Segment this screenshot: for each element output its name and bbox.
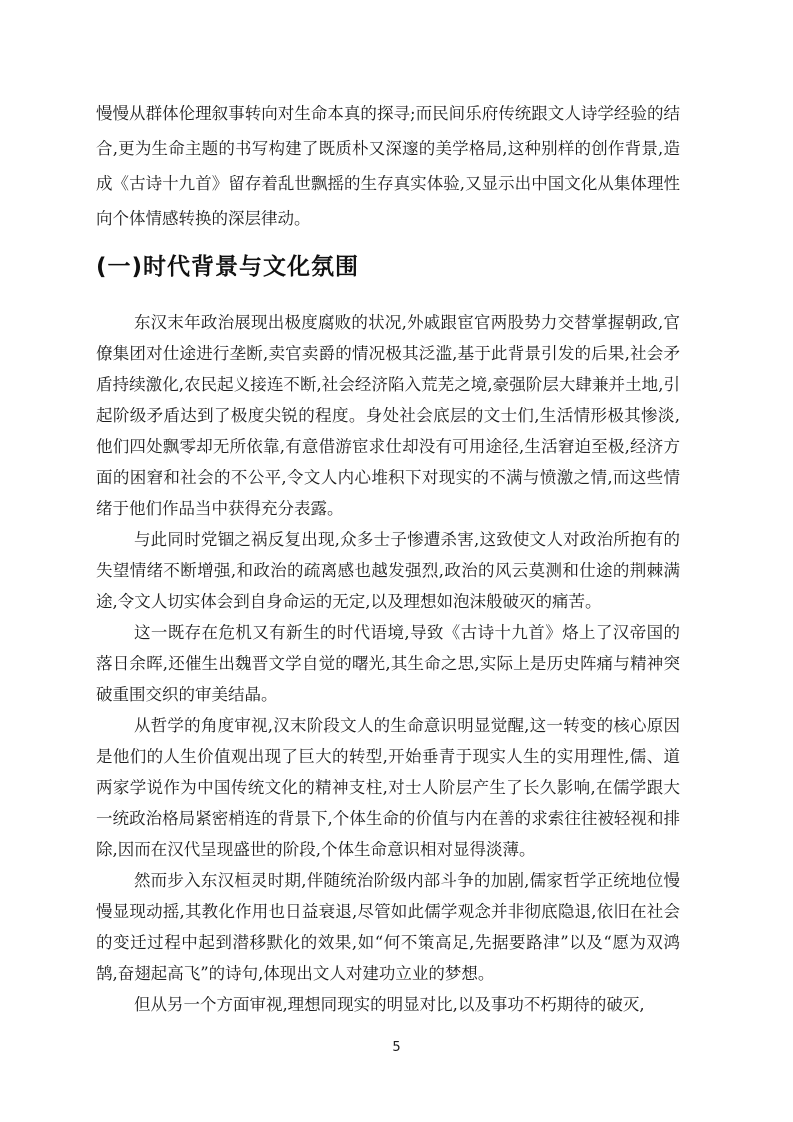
page-footer — [0, 1038, 793, 1056]
body-paragraph-4: 从哲学的角度审视,汉末阶段文人的生命意识明显觉醒,这一转变的核心原因是他们的人生价值观出现了巨大的转型,开始垂青于现实人生的实用理性,儒、道两家学说作为中国传统文化的精神支柱,对士人阶层产生了长久影响,在儒学跟大一统政治格局紧密梢连的背景下,个体生命的价值与内在善的求索往往被轻视和排除,因而在汉代呈现盛世的阶段,个体生命意识相对显得淡薄。 — [96, 716, 680, 859]
body-paragraph-5: 然而步入东汉桓灵时期,伴随统治阶级内部斗争的加剧,儒家哲学正统地位慢慢显现动摇,其教化作用也日益衰退,尽管如此儒学观念并非彻底隐退,依旧在社会的变迁过程中起到潜移默化的效果,如“何不策高足,先据要路津”以及“愿为双鸿鹄,奋翅起高飞”的诗句,体现出文人对建功立业的梦想。 — [96, 871, 680, 983]
body-paragraph-1: 东汉末年政治展现出极度腐败的状况,外戚跟宦官两股势力交替掌握朝政,官僚集团对仕途进行垄断,卖官卖爵的情况极其泛滥,基于此背景引发的后果,社会矛盾持续激化,农民起义接连不断,社会经济陷入荒芜之境,豪强阶层大肆兼并土地,引起阶级矛盾达到了极度尖锐的程度。身处社会底层的文士们,生活情形极其惨淡,他们四处飘零却无所依靠,有意借游宦求仕却没有可用途径,生活窘迫至极,经济方面的困窘和社会的不公平,令文人内心堆积下对现实的不满与愤激之情,而这些情绪于他们作品当中获得充分表露。 — [96, 313, 680, 518]
section-heading: (一)时代背景与文化氛围 — [96, 254, 360, 280]
body-paragraph-6: 但从另一个方面审视,理想同现实的明显对比,以及事功不朽期待的破灭, — [133, 995, 645, 1014]
continuation-paragraph: 慢慢从群体伦理叙事转向对生命本真的探寻;而民间乐府传统跟文人诗学经验的结合,更为生命主题的书写构建了既质朴又深邃的美学格局,这种别样的创作背景,造成《古诗十九首》留存着乱世飘摇的生存真实体验,又显示出中国文化从集体理性向个体情感转换的深层律动。 — [96, 104, 680, 228]
body-paragraph-3: 这一既存在危机又有新生的时代语境,导致《古诗十九首》烙上了汉帝国的落日余晖,还催生出魏晋文学自觉的曙光,其生命之思,实际上是历史阵痛与精神突破重围交织的审美结晶。 — [96, 623, 680, 704]
page-number: 5 — [392, 1040, 401, 1055]
body-paragraph-2: 与此同时党锢之祸反复出现,众多士子惨遭杀害,这致使文人对政治所抱有的失望情绪不断增强,和政治的疏离感也越发强烈,政治的风云莫测和仕途的荆棘满途,令文人切实体会到自身命运的无定,以及理想如泡沫般破灭的痛苦。 — [96, 530, 680, 611]
